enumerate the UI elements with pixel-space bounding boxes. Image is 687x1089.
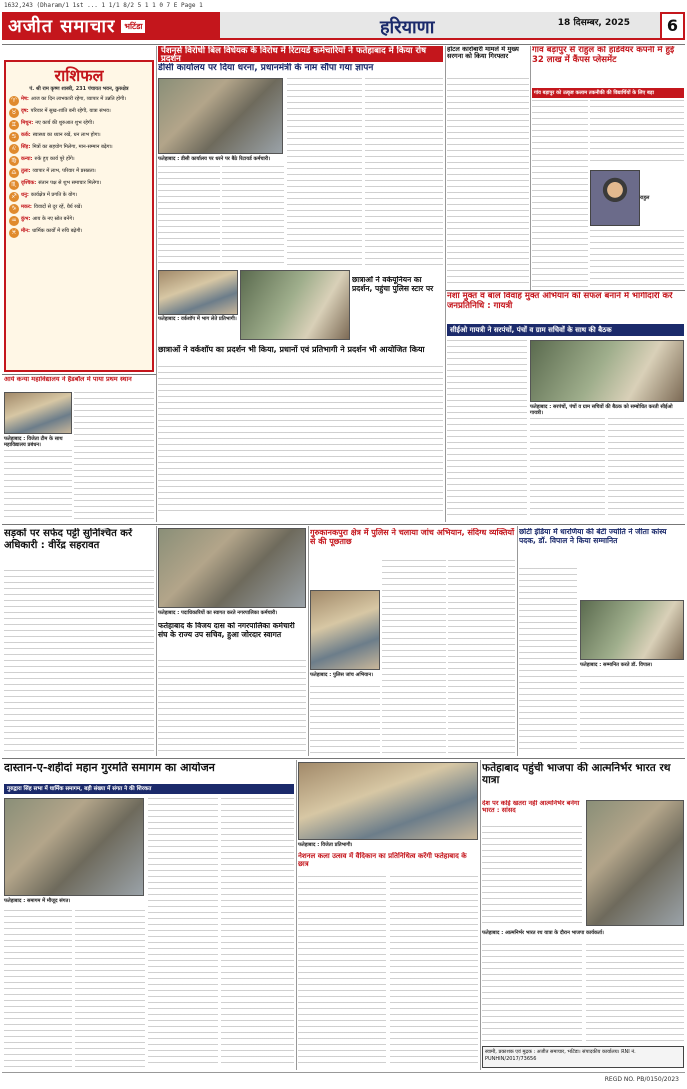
arya-headline bbox=[4, 376, 154, 388]
campus-headline-text: गांव बड़ापुर से राहुल को हार्डवेयर कंपनी में हुई 32 लाख में कैंपस प्लेसमेंट bbox=[532, 46, 675, 65]
campus-body-2 bbox=[590, 100, 684, 166]
vijay-headline bbox=[158, 622, 306, 658]
bjp-subhead bbox=[482, 800, 582, 822]
chhatra-headline bbox=[352, 276, 442, 336]
zodiac-icon: ♓ bbox=[9, 228, 19, 238]
rule-mid-2 bbox=[2, 758, 685, 759]
zodiac-icon: ♒ bbox=[9, 216, 19, 226]
chhoti-photo bbox=[580, 600, 684, 660]
print-registration-line: 1632,243 (Dharam/1 1st ... 1 1/1 8/2 5 1 1 0 7 E Page 1 bbox=[4, 2, 203, 9]
nasha-headline-text: नशा मुक्त व बाल विवाह मुक्त अभियान को सफल बनाने में भागीदारी करें जनप्रतिनिधि : गायत्री bbox=[447, 292, 673, 311]
rashi-name: कन्या: bbox=[21, 156, 33, 162]
rashi-text: रुके हुए कार्य पूरे होंगे। bbox=[34, 156, 75, 162]
rashi-name: मेष: bbox=[21, 96, 29, 102]
rashi-name: मीन: bbox=[21, 228, 31, 234]
nasha-photo bbox=[530, 340, 684, 402]
bjp-body-1 bbox=[482, 826, 582, 926]
chhoti-body-2 bbox=[580, 676, 684, 754]
chhoti-headline bbox=[519, 528, 684, 564]
rashi-name: तुला: bbox=[21, 168, 31, 174]
color-swatches bbox=[6, 1077, 50, 1086]
chhatra-headline-text: छात्राओं ने वर्कयूनियन का प्रदर्शन, पहुंचा पुलिस स्टार पर bbox=[352, 276, 434, 293]
dastan-headline bbox=[4, 762, 294, 780]
rashi-row bbox=[6, 227, 152, 239]
rashi-row bbox=[6, 203, 152, 215]
hotel-headline bbox=[447, 46, 529, 76]
rahul-portrait bbox=[590, 170, 640, 226]
rashi-text: संतान पक्ष से शुभ समाचार मिलेगा। bbox=[38, 180, 102, 186]
rashi-text: कार्यक्षेत्र में प्रगति के योग। bbox=[30, 192, 78, 198]
imprint-text: स्वामी, प्रकाशक एवं मुद्रक : अजीत समाचार, भटिंडा। संपादकीय कार्यालय। RNI नं. PUNHIN/2017/73656 bbox=[485, 1049, 636, 1062]
brand-box bbox=[2, 12, 220, 40]
rule-col-3 bbox=[530, 46, 531, 290]
chhatra-photo bbox=[240, 270, 350, 340]
chhoti-body-1 bbox=[519, 568, 577, 754]
arya-body-2 bbox=[4, 450, 72, 522]
regd-number: REGD NO. PB/0150/2023 bbox=[604, 1076, 679, 1083]
kisan-body-2 bbox=[390, 876, 478, 1068]
nasha-photo-caption: फतेहाबाद : सरपंचों, पंचों व ग्राम सचिवों की बैठक को सम्बोधित करती सीईओ गायत्री। bbox=[530, 404, 673, 416]
rule-mid-1 bbox=[2, 524, 685, 525]
kisan-body-1 bbox=[298, 876, 386, 1068]
issue-date: 18 दिसम्बर, 2025 bbox=[557, 18, 630, 28]
rule-col-6 bbox=[517, 526, 518, 756]
bjp-subhead-text: देश पर कोई खतरा नहीं आत्मनिर्भर बनेगा भारत : सांसद bbox=[482, 800, 580, 815]
gurukul-headline bbox=[310, 528, 515, 556]
rule-col-1 bbox=[156, 46, 157, 522]
dastan-body-4 bbox=[221, 798, 294, 1068]
rashi-name: सिंह: bbox=[21, 144, 31, 150]
roads-headline bbox=[4, 528, 154, 566]
nasha-headline bbox=[447, 292, 684, 322]
chhoti-photo-caption: फतेहाबाद : सम्मानित करते डॉ. विपाल। bbox=[580, 662, 653, 668]
rashi-name: कुंभ: bbox=[21, 216, 31, 222]
masthead bbox=[2, 12, 685, 42]
campus-body-1 bbox=[532, 100, 588, 288]
vijay-body bbox=[158, 660, 306, 754]
kisan-headline bbox=[298, 852, 478, 872]
lead-headline: पेंशनर्स विरोधी बिल विधेयक के विरोध में रिटायर्ड कर्मचारियों ने फतेहाबाद में किया रोष प्रदर्शन bbox=[161, 46, 427, 62]
rashi-row bbox=[6, 119, 152, 131]
rule-right-1 bbox=[445, 290, 685, 291]
bjp-headline-text: फतेहाबाद पहुंची भाजपा की आत्मनिर्भर भारत रथ यात्रा bbox=[482, 762, 671, 787]
dastan-body-1 bbox=[4, 910, 72, 1068]
dastan-headline-text: दास्तान-ए-शहीदां महान गुरमति समागम का आयोजन bbox=[4, 762, 215, 774]
students-headline-text: छात्राओं ने वर्कशॉप का प्रदर्शन भी किया, प्रधानों एवं प्रतिभागी ने प्रदर्शन भी आयोजित किया bbox=[158, 345, 425, 354]
rashi-name: वृश्चिक: bbox=[21, 180, 37, 186]
bjp-body-2 bbox=[482, 944, 582, 1044]
rashi-name: वृष: bbox=[21, 108, 29, 114]
rashi-name: मकर: bbox=[21, 204, 32, 210]
rashi-text: धार्मिक कार्यों में रुचि बढ़ेगी। bbox=[32, 228, 83, 234]
gurukul-body-2 bbox=[448, 560, 515, 754]
lead-subhead bbox=[158, 63, 443, 77]
gurukul-body-1 bbox=[382, 560, 446, 754]
kisan-photo-caption: फतेहाबाद : विजेता प्रतिभागी। bbox=[298, 842, 353, 848]
arya-body bbox=[74, 392, 154, 522]
rashi-text: स्वास्थ्य का ध्यान रखें, धन लाभ होगा। bbox=[32, 132, 101, 138]
lead-photo bbox=[158, 78, 283, 154]
dastan-body-2 bbox=[75, 910, 145, 1068]
rashi-list bbox=[6, 95, 152, 239]
campus-headline bbox=[532, 46, 684, 84]
lead-headline-band bbox=[158, 46, 443, 62]
kisan-photo bbox=[298, 762, 478, 840]
rule-col-8 bbox=[480, 760, 481, 1070]
zodiac-icon: ♎ bbox=[9, 168, 19, 178]
rule-col-5 bbox=[308, 526, 309, 756]
students-photo-caption: फतेहाबाद : वर्कशॉप में भाग लेते प्रतिभागी। bbox=[158, 316, 237, 322]
rashi-name: मिथुन: bbox=[21, 120, 34, 126]
rule-col-4 bbox=[156, 526, 157, 756]
rashi-text: परिवार में सुख-शांति बनी रहेगी, यात्रा संभव। bbox=[30, 108, 111, 114]
zodiac-icon: ♐ bbox=[9, 192, 19, 202]
gurukul-photo bbox=[310, 590, 380, 670]
gurukul-headline-text: गुरुकानकपुरा क्षेत्र में पुलिस ने चलाया जांच अभियान, संदिग्ध व्यक्तियों से की पूछताछ bbox=[310, 528, 515, 547]
lead-body-col-4 bbox=[365, 78, 443, 266]
lead-body-col-3 bbox=[287, 78, 362, 266]
zodiac-icon: ♌ bbox=[9, 144, 19, 154]
rashi-text: मित्रों का सहयोग मिलेगा, मान-सम्मान बढ़ेगा। bbox=[32, 144, 113, 150]
dastan-photo bbox=[4, 798, 144, 896]
rashi-row bbox=[6, 95, 152, 107]
zodiac-icon: ♍ bbox=[9, 156, 19, 166]
rashi-row bbox=[6, 131, 152, 143]
rashi-text: विवादों से दूर रहें, धैर्य रखें। bbox=[33, 204, 83, 210]
bjp-headline bbox=[482, 762, 684, 796]
kisan-headline-text: नेशनल कला उत्सव में वैदिकान का प्रतिनिधित्व करेंगी फतेहाबाद के छात्र bbox=[298, 852, 467, 869]
zodiac-icon: ♊ bbox=[9, 120, 19, 130]
chhoti-headline-text: छोटी इंडिया में धारणिया की बेटी ज्योति ने जीता कांस्य पदक, डॉ. विपाल ने किया सम्मानित bbox=[519, 528, 667, 545]
zodiac-icon: ♈ bbox=[9, 96, 19, 106]
rashi-name: कर्क: bbox=[21, 132, 31, 138]
students-headline bbox=[158, 345, 443, 363]
zodiac-icon: ♉ bbox=[9, 108, 19, 118]
dastan-subhead: गुरुद्वारा सिंह सभा में धार्मिक समागम, बड़ी संख्या में संगत ने की शिरकत bbox=[7, 786, 152, 792]
rule-col-7 bbox=[296, 760, 297, 1070]
rashi-row bbox=[6, 215, 152, 227]
rule-left-1 bbox=[2, 374, 156, 375]
arya-photo-caption: फतेहाबाद : विजेता टीम के साथ महाविद्यालय प्रबंधन। bbox=[4, 436, 63, 448]
students-body bbox=[158, 366, 443, 516]
lead-subhead-text: डीसी कार्यालय पर दिया धरना, प्रधानमंत्री के नाम सौंपा गया ज्ञापन bbox=[158, 63, 374, 73]
imprint-box bbox=[482, 1046, 684, 1068]
roads-headline-text: सड़कों पर सफेद पट्टी सुनिश्चित करें अधिकारी : वीरेंद्र सहरावत bbox=[4, 528, 133, 551]
campus-subhead-band bbox=[532, 88, 684, 98]
rashifal-author: पं. श्री राम कृष्ण शास्त्री, 231 पंचायत भवन, कुरुक्षेत्र bbox=[29, 86, 129, 92]
rule-col-2 bbox=[445, 46, 446, 522]
zodiac-icon: ♏ bbox=[9, 180, 19, 190]
rashi-row bbox=[6, 167, 152, 179]
campus-subhead: गांव बड़ापुर को उत्कृष्ट कलाम तकनीकी की विद्यार्थियों के लिए बड़ा bbox=[534, 90, 654, 96]
dastan-photo-caption: फतेहाबाद : समागम में मौजूद संगत। bbox=[4, 898, 71, 904]
bjp-photo bbox=[586, 800, 684, 926]
hotel-body bbox=[447, 78, 529, 288]
rahul-caption: राहुल bbox=[640, 195, 650, 201]
lead-photo-caption: फतेहाबाद : डीसी कार्यालय पर धरने पर बैठे रिटायर्ड कर्मचारी। bbox=[158, 156, 271, 162]
newspaper-name: अजीत समाचार bbox=[8, 16, 116, 37]
gurukul-photo-caption: फतेहाबाद : पुलिस जांच अभियान। bbox=[310, 672, 374, 678]
section-bar bbox=[220, 12, 660, 40]
page-number: 6 bbox=[660, 12, 685, 40]
rashi-row bbox=[6, 179, 152, 191]
nasha-body-1 bbox=[447, 340, 527, 516]
rashi-row bbox=[6, 107, 152, 119]
dastan-body-3 bbox=[148, 798, 218, 1068]
rashifal-title: राशिफल bbox=[54, 66, 104, 85]
rule-top bbox=[2, 44, 685, 45]
section-title: हरियाणा bbox=[380, 17, 435, 38]
rashi-row bbox=[6, 143, 152, 155]
rashi-text: नए कार्य की शुरुआत शुभ रहेगी। bbox=[35, 120, 94, 126]
gurukul-body-3 bbox=[310, 686, 380, 754]
edition-city: भटिंडा bbox=[121, 20, 145, 33]
rashi-text: आज का दिन लाभकारी रहेगा, व्यापार में उन्नति होगी। bbox=[30, 96, 127, 102]
rashi-row bbox=[6, 191, 152, 203]
rashifal-box bbox=[4, 60, 154, 372]
bjp-photo-caption: फतेहाबाद : आत्मनिर्भर भारत रथ यात्रा के दौरान भाजपा कार्यकर्ता। bbox=[482, 930, 604, 936]
zodiac-icon: ♋ bbox=[9, 132, 19, 142]
campus-body-3 bbox=[590, 230, 684, 288]
arya-photo bbox=[4, 392, 72, 434]
nasha-subhead-band bbox=[447, 324, 684, 336]
hotel-headline-text: होटल कारोबारी मामले में मुख्य सरगना को किया गिरफ्तार bbox=[447, 46, 519, 61]
rashi-row bbox=[6, 155, 152, 167]
bjp-body-3 bbox=[586, 944, 684, 1044]
lead-body-col-1 bbox=[158, 166, 220, 266]
rashi-text: व्यापार में लाभ, परिवार में प्रसन्नता। bbox=[32, 168, 96, 174]
roads-body bbox=[4, 570, 154, 754]
dastan-subhead-band bbox=[4, 784, 294, 794]
zodiac-icon: ♑ bbox=[9, 204, 19, 214]
bottom-registration-strip bbox=[2, 1072, 685, 1086]
arya-headline-text: आर्य कन्या महाविद्यालय ने हैंडबॉल में पाया प्रथम स्थान bbox=[4, 376, 132, 383]
nasha-body-2 bbox=[530, 418, 605, 516]
rashi-name: धनु: bbox=[21, 192, 29, 198]
lead-body-col-2 bbox=[222, 166, 284, 266]
nasha-subhead: सीईओ गायत्री ने सरपंचों, पंचों व ग्राम सचिवों के साथ की बैठक bbox=[450, 326, 612, 334]
vijay-photo bbox=[158, 528, 306, 608]
students-photo bbox=[158, 270, 238, 315]
rashi-text: आय के नए स्रोत बनेंगे। bbox=[32, 216, 75, 222]
vijay-photo-caption: फतेहाबाद : पदाधिकारियों का स्वागत करते नगरपालिका कर्मचारी। bbox=[158, 610, 278, 616]
nasha-body-3 bbox=[608, 418, 684, 516]
vijay-headline-text: फतेहाबाद के विजय दास को नगरपालिका कर्मचारी संघ के राज्य उप सचिव, हुआ जोरदार स्वागत bbox=[158, 622, 295, 639]
